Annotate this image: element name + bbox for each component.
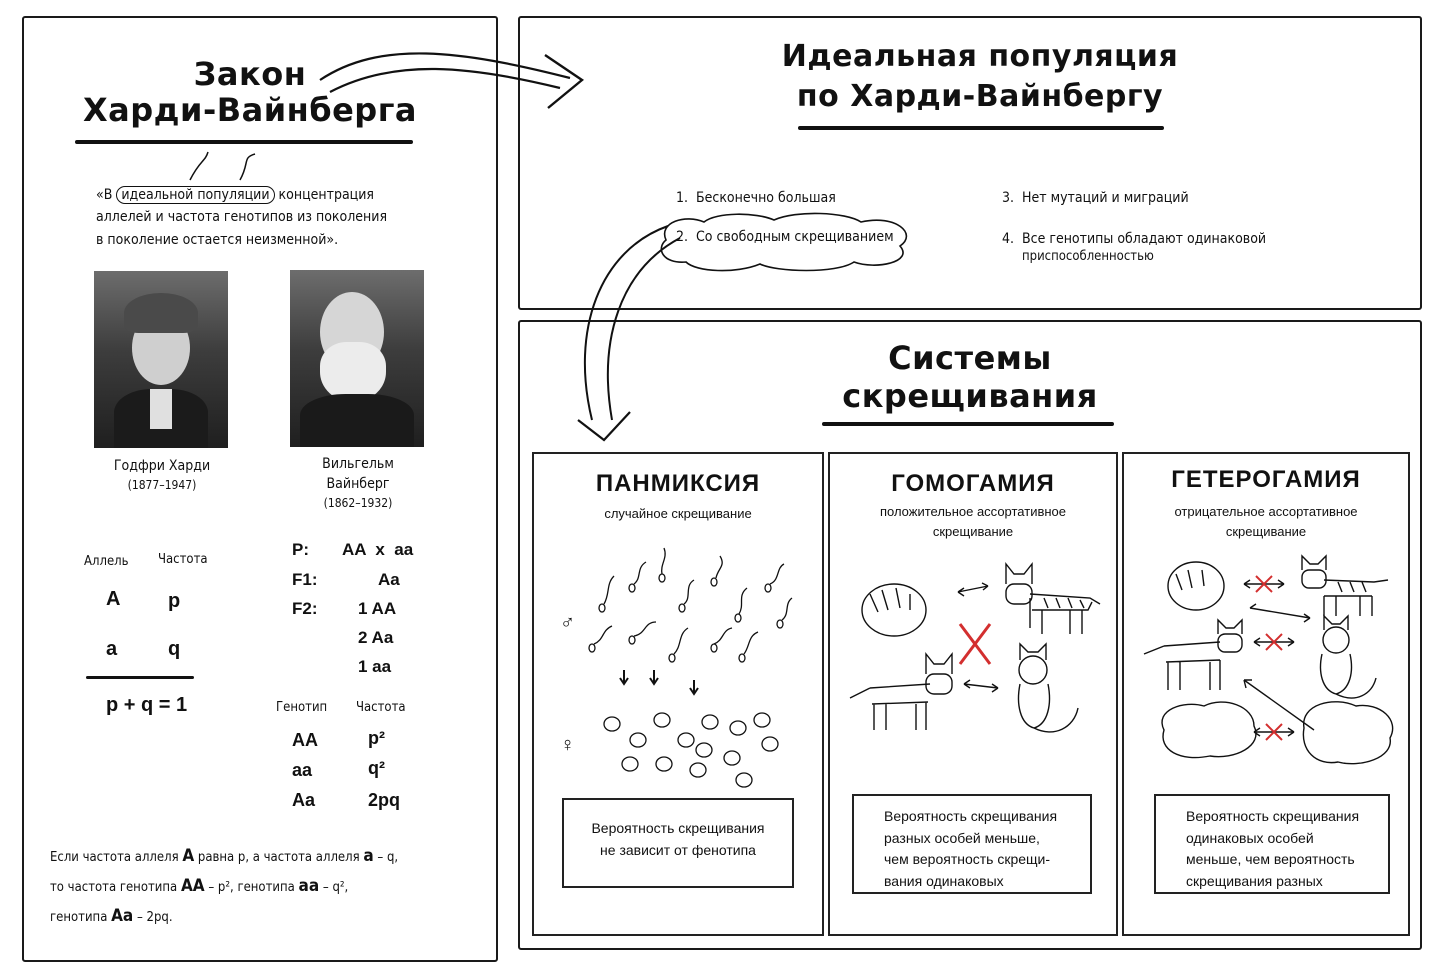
freq-p: p bbox=[168, 590, 181, 612]
cross-f2-1: 1 AA bbox=[358, 599, 397, 618]
cross-p-value: AA x aa bbox=[342, 540, 414, 559]
homogamy-subtitle-line2: скрещивание bbox=[932, 524, 1014, 539]
systems-title-line2: скрещивания bbox=[842, 377, 1098, 415]
ideal-item-1: 1. Бесконечно большая bbox=[676, 190, 836, 206]
ideal-item-3: 3. Нет мутаций и миграций bbox=[1002, 190, 1189, 206]
cross-f1-label: F1: bbox=[292, 570, 318, 589]
hardy-years: (1877–1947) bbox=[127, 478, 197, 492]
weinberg-name-line2: Вайнберг bbox=[326, 476, 390, 492]
genotype-freq-header: Частота bbox=[356, 700, 406, 715]
heterogamy-note: Вероятность скрещивания одинаковых особей меньше, чем вероятность скрещивания разных bbox=[1154, 794, 1390, 894]
genotype-Aa: Aa bbox=[292, 790, 316, 810]
heterogamy-cats-illustration bbox=[1124, 550, 1408, 780]
heterogamy-title: ГЕТЕРОГАМИЯ bbox=[1171, 466, 1361, 493]
allele-sum: p + q = 1 bbox=[106, 694, 188, 716]
quote-line2: аллелей и частота генотипов из поколения bbox=[96, 209, 388, 226]
law-title-line2: Харди-Вайнберга bbox=[83, 91, 417, 129]
cross-p-label: P: bbox=[292, 540, 309, 559]
panmixia-title: ПАНМИКСИЯ bbox=[595, 470, 761, 497]
allele-freq-header: Частота bbox=[158, 552, 208, 567]
freq-q: q bbox=[168, 638, 181, 660]
genotype-AA: AA bbox=[292, 730, 318, 750]
cross-f2-label: F2: bbox=[292, 599, 318, 618]
quote-pre: «В bbox=[96, 187, 113, 203]
ideal-item-4-line2: приспособленностью bbox=[1022, 249, 1154, 264]
heterogamy-subtitle-line2: скрещивание bbox=[1225, 524, 1307, 539]
footer-text: Если частота аллеля A равна p, а частота аллеля a – q, то частота генотипа AA – p², генотипа aa – q², генотипа Aa – 2pq. bbox=[50, 846, 399, 926]
quote-line3: в поколение остается неизменной». bbox=[96, 231, 339, 248]
quote-highlight: идеальной популяции bbox=[116, 186, 274, 204]
panmixia-note: Вероятность скрещивания не зависит от фенотипа bbox=[562, 798, 794, 888]
systems-title-underline bbox=[822, 422, 1114, 426]
ideal-item-4: 4. Все генотипы обладают одинаковой bbox=[1002, 231, 1267, 247]
law-title-line1: Закон bbox=[193, 55, 307, 93]
cross-f1-value: Aa bbox=[378, 570, 400, 589]
cross-f2-3: 1 aa bbox=[358, 657, 392, 676]
panmixia-panel bbox=[532, 452, 824, 936]
hardy-name: Годфри Харди bbox=[113, 458, 211, 474]
freq-q2: q² bbox=[368, 758, 385, 778]
ideal-title-line2: по Харди-Вайнбергу bbox=[796, 79, 1164, 114]
homogamy-panel bbox=[828, 452, 1118, 936]
heterogamy-panel bbox=[1122, 452, 1410, 936]
ideal-item-2: 2. Со свободным скрещиванием bbox=[676, 229, 894, 245]
heterogamy-subtitle-line1: отрицательное ассортативное bbox=[1174, 504, 1358, 519]
systems-title-line1: Системы bbox=[888, 339, 1052, 377]
weinberg-years: (1862–1932) bbox=[323, 496, 393, 510]
sperm-egg-illustration bbox=[534, 544, 822, 804]
ideal-title-line1: Идеальная популяция bbox=[781, 39, 1179, 74]
homogamy-subtitle-line1: положительное ассортативное bbox=[879, 504, 1067, 519]
weinberg-name-line1: Вильгельм bbox=[322, 456, 394, 472]
homogamy-cats-illustration bbox=[830, 554, 1116, 774]
homogamy-title: ГОМОГАМИЯ bbox=[891, 470, 1055, 497]
genotype-header: Генотип bbox=[276, 700, 328, 715]
genotype-aa: aa bbox=[292, 760, 313, 780]
allele-a: a bbox=[106, 638, 118, 660]
allele-header: Аллель bbox=[84, 554, 129, 569]
panmixia-subtitle: случайное скрещивание bbox=[604, 506, 752, 521]
female-symbol: ♀ bbox=[560, 734, 575, 756]
freq-2pq: 2pq bbox=[368, 790, 401, 810]
cross-f2-2: 2 Aa bbox=[358, 628, 394, 647]
allele-A: A bbox=[106, 588, 121, 610]
freq-p2: p² bbox=[368, 728, 385, 748]
homogamy-note: Вероятность скрещивания разных особей меньше, чем вероятность скрещи- вания одинаковых bbox=[852, 794, 1092, 894]
quote-post: концентрация bbox=[278, 187, 375, 203]
male-symbol: ♂ bbox=[560, 612, 575, 634]
